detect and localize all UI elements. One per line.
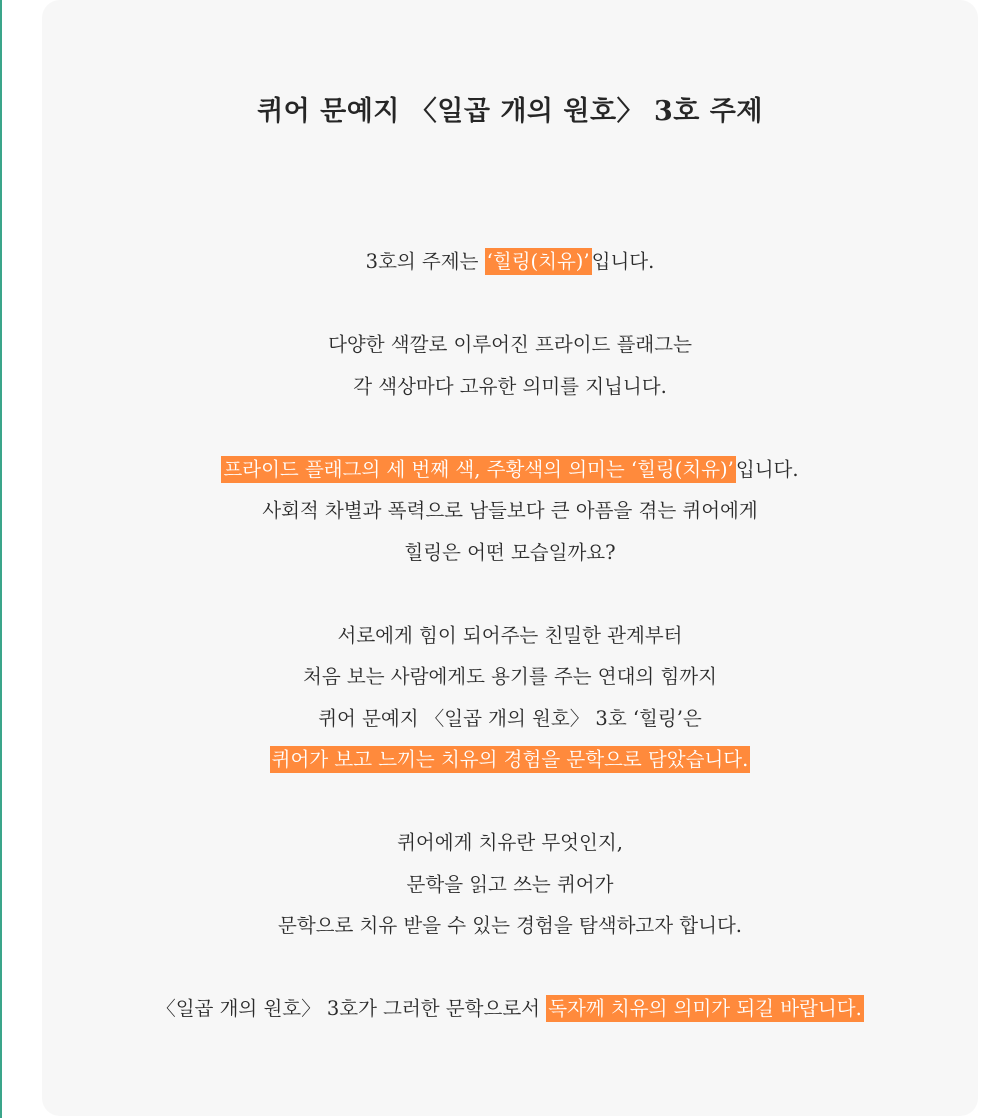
paragraph-line: 다양한 색깔로 이루어진 프라이드 플래그는 <box>328 333 692 356</box>
paragraph-line: 퀴어 문예지 〈일곱 개의 원호〉 3호 ‘힐링’은 <box>318 706 702 730</box>
paragraph-line: 문학으로 치유 받을 수 있는 경험을 탐색하고자 합니다. <box>277 914 742 937</box>
paragraph-line: 힐링은 어떤 모습일까요? <box>404 540 616 564</box>
closing-text: 〈일곱 개의 원호〉 3호가 그러한 문학으로서 <box>156 997 547 1020</box>
left-accent-rule <box>0 0 2 1118</box>
flag-meaning-line <box>42 449 978 491</box>
paragraph-line: 문학을 읽고 쓰는 퀴어가 <box>406 872 614 896</box>
page-title: 퀴어 문예지 〈일곱 개의 원호〉 3호 주제 <box>257 96 763 127</box>
paragraph-line: 서로에게 힘이 되어주는 친밀한 관계부터 <box>337 623 683 647</box>
flag-meaning-highlight: 프라이드 플래그의 세 번째 색, 주황색의 의미는 ‘힐링(치유)’ <box>223 457 734 481</box>
paragraph-line: 처음 보는 사람에게도 용기를 주는 연대의 힘까지 <box>303 665 717 688</box>
content-card <box>42 0 978 1116</box>
spacer <box>42 573 978 615</box>
experience-line <box>42 739 978 781</box>
theme-line <box>42 241 978 283</box>
paragraph-line: 퀴어에게 치유란 무엇인지, <box>397 831 623 854</box>
flag-meaning-end: 입니다. <box>735 457 799 481</box>
theme-text-end: 입니다. <box>591 250 655 273</box>
spacer <box>42 283 978 325</box>
theme-text: 3호의 주제는 <box>365 250 485 273</box>
spacer <box>42 781 978 823</box>
body-text <box>42 241 978 1030</box>
spacer <box>42 407 978 449</box>
closing-highlight: 독자께 치유의 의미가 되길 바랍니다. <box>548 997 862 1020</box>
closing-line <box>42 988 978 1030</box>
spacer <box>42 947 978 989</box>
theme-highlight: ‘힐링(치유)’ <box>486 250 590 273</box>
paragraph-line: 각 색상마다 고유한 의미를 지닙니다. <box>353 374 667 398</box>
paragraph-line: 사회적 차별과 폭력으로 남들보다 큰 아픔을 겪는 퀴어에게 <box>262 499 758 522</box>
experience-highlight: 퀴어가 보고 느끼는 치유의 경험을 문학으로 담았습니다. <box>271 748 749 771</box>
